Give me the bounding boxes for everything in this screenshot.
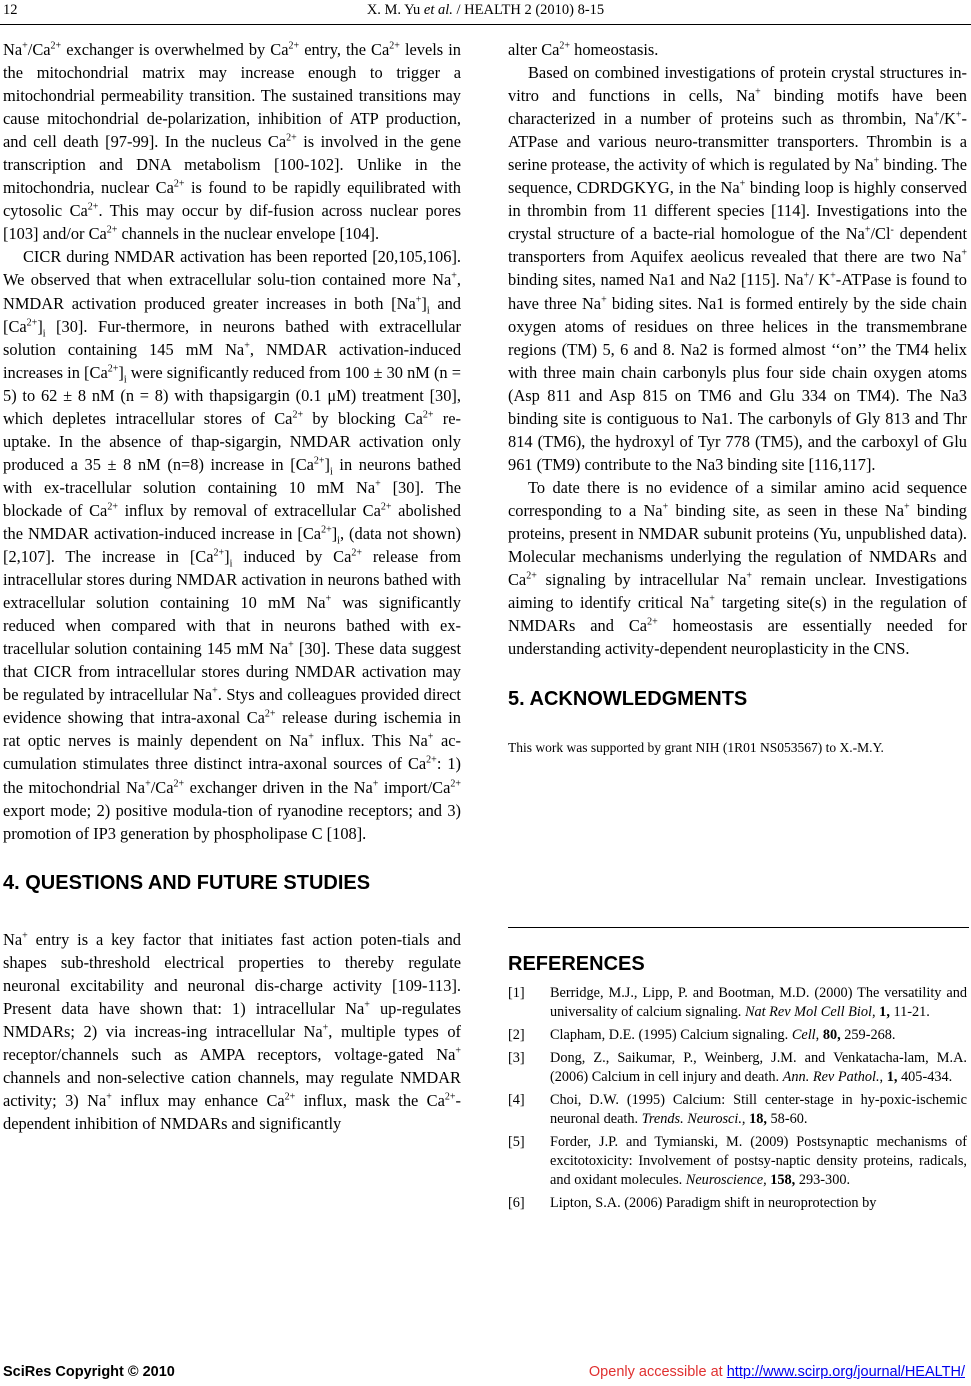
reference-item: [4] Choi, D.W. (1995) Calcium: Still center-stage in hy-poxic-ischemic neuronal death. Trends. Neurosci., 18, 58-60. xyxy=(508,1092,967,1128)
reference-item: [1] Berridge, M.J., Lipp, P. and Bootman, M.D. (2000) The versatility and universality of calcium signaling. Nat Rev Mol Cell Biol, 1, 11-21. xyxy=(508,985,967,1021)
reference-item: [5] Forder, J.P. and Tymianski, M. (2009) Postsynaptic mechanisms of excitotoxicity: Involvement of postsy-naptic density proteins, radicals, and oxidant molecules. Neuroscience, 158, 293-300. xyxy=(508,1134,967,1189)
paragraph: $Na^+/Ca^{2+}$ exchanger is overwhelmed by $Ca^{2+}$ entry, the $Ca^{2+}$ levels in the mitochondrial matrix may increase enough to trigger a mitochondrial permeability transition. The sustained transitions may cause mitochondrial de-polarization, inhibition of ATP production, and cell death [97-99]. In the nucleus $Ca^{2+}$ is involved in the gene transcription and DNA metabolism [100-102]. Unlike in the mitochondria, nuclear $Ca^{2+}$ is found to be rapidly equilibrated with cytosolic $Ca^{2+}$. This may occur by dif-fusion across nuclear pores [103] and/or $Ca^{2+}$ channels in the nuclear envelope [104]. xyxy=(3,40,461,244)
acknowledgment-text: This work was supported by grant NIH (1R01 NS053567) to X.-M.Y. xyxy=(508,740,884,756)
copyright: SciRes Copyright © 2010 xyxy=(3,1364,175,1380)
paragraph: alter $Ca^{2+}$ homeostasis. xyxy=(508,40,659,59)
header-rule xyxy=(0,24,971,25)
page-header xyxy=(0,2,971,24)
section-divider xyxy=(508,927,969,928)
running-head: X. M. Yu et al. / HEALTH 2 (2010) 8-15 xyxy=(366,2,605,18)
reference-item: [3] Dong, Z., Saikumar, P., Weinberg, J.M. and Venkatacha-lam, M.A. (2006) Calcium in cell injury and death. Ann. Rev Pathol., 1, 405-434. xyxy=(508,1050,967,1086)
page-number: 12 xyxy=(3,2,18,18)
section-heading: 5. ACKNOWLEDGMENTS xyxy=(508,688,748,711)
reference-item: [6] Lipton, S.A. (2006) Paradigm shift in neuroprotection by xyxy=(508,1195,877,1212)
right-column xyxy=(508,38,967,757)
references-list xyxy=(508,984,967,1218)
left-column xyxy=(3,38,461,1135)
reference-item: [2] Clapham, D.E. (1995) Calcium signaling. Cell, 80, 259-268. xyxy=(508,1027,896,1044)
open-access-note: Openly accessible at http://www.scirp.org/journal/HEALTH/ xyxy=(588,1364,965,1380)
paragraph: CICR during NMDAR activation has been reported [20,105,106]. We observed that when extracellular solu-tion contained more Na+, NMDAR activation produced greater increases in both $[Na^+]_i$ and $[Ca^{2+}]_i$ [30]. Fur-thermore, in neurons bathed with extracellular solution containing 145 mM Na+, NMDAR activation-induced increases in $[Ca^{2+}]_i$ were significantly reduced from 100 ± 30 nM (n = 5) to 62 ± 8 nM (n = 8) with thapsigargin (0.1 μM) treatment [30], which depletes intracellular stores of $Ca^{2+}$ by blocking $Ca^{2+}$ re-uptake. In the absence of thap-sigargin, NMDAR activation only produced a 35 ± 8 nM (n=8) increase in $[Ca^{2+}]_i$ in neurons bathed with ex-tracellular solution containing 10 mM Na+ [30]. The blockade of $Ca^{2+}$ influx by removal of extracellular $Ca^{2+}$ abolished the NMDAR activation-induced increase in $[Ca^{2+}]_i$, (data not shown) [2,107]. The increase in $[Ca^{2+}]_i$ induced by $Ca^{2+}$ release from intracellular stores during NMDAR activation in neurons bathed with extracellular solution containing 10 mM Na+ was significantly reduced when compared with that in neurons bathed with ex-tracellular solution containing 145 mM Na+ [30]. These data suggest that CICR from intracellular stores during NMDAR activation may be regulated by intracellular Na+. Stys and colleagues provided direct evidence showing that intra-axonal $Ca^{2+}$ release during ischemia in rat optic nerves is mainly dependent on Na+ influx. This Na+ ac-cumulation stimulates three distinct intra-axonal sources of $Ca^{2+}$: 1) the mitochondrial $Na^+/Ca^{2+}$ exchanger driven in the Na+ import/$Ca^{2+}$ export mode; 2) positive modula-tion of ryanodine receptors; and 3) promotion of IP3 generation by phospholipase C [108]. xyxy=(3,247,462,843)
journal-link[interactable]: http://www.scirp.org/journal/HEALTH/ xyxy=(726,1364,965,1380)
paragraph: Na+ entry is a key factor that initiates fast action poten-tials and shapes sub-threshold electrical properties to thereby regulate neuronal excitability and neuronal dis-charge activity [109-113]. Present data have shown that: 1) intracellular Na+ up-regulates NMDARs; 2) via increas-ing intracellular Na+, multiple types of receptor/channels such as AMPA receptors, voltage-gated Na+ channels and non-selective cation channels, may regulate NMDAR activity; 3) Na+ influx may enhance $Ca^{2+}$ influx, mask the $Ca^{2+}$-dependent inhibition of NMDARs and significantly xyxy=(3,929,462,1134)
paragraph: Based on combined investigations of protein crystal structures in-vitro and functions in cells, Na+ binding motifs have been characterized in a number of proteins such as thrombin, Na+/K+-ATPase and various neuro-transmitter transporters. Thrombin is a serine protease, the activity of which is regulated by Na+ binding. The sequence, CDRDGKYG, in the Na+ binding loop is highly conserved in thrombin from 11 different species [114]. Investigations into the crystal structure of a bacte-rial homologue of the Na+/Cl- dependent transporters from Aquifex aeolicus revealed that there are two Na+ binding sites, named Na1 and Na2 [115]. Na+/ K+-ATPase is found to have three Na+ biding sites. Na1 is formed entirely by the side chain oxygen atoms of residues on three helices in the transmembrane regions (TM) 5, 6 and 8. Na2 is formed almost ‘‘on’’ the TM4 helix with three main chain carbonyls plus four side chain oxygen atoms (Asp 811 and Asp 815 on TM6 and Glu 334 on TM4). The Na3 binding site is contiguous to Na1. The carbonyls of Gly 813 and Thr 814 (TM6), the hydroxyl of Tyr 778 (TM5), and the carboxyl of Glu 961 (TM9) contribute to the Na3 binding site [116,117]. xyxy=(508,63,968,474)
page-footer xyxy=(0,1364,971,1384)
section-heading: 4. QUESTIONS AND FUTURE STUDIES xyxy=(3,871,371,894)
paragraph: To date there is no evidence of a similar amino acid sequence corresponding to a Na+ binding site, as seen in these Na+ binding proteins, present in NMDAR subunit proteins (Yu, unpublished data). Molecular mechanisms underlying the regulation of NMDARs and $Ca^{2+}$ signaling by intracellular Na+ remain unclear. Investigations aiming to identify critical Na+ targeting site(s) in the regulation of NMDARs and $Ca^{2+}$ homeostasis are essentially needed for understanding activity-dependent neuroplasticity in the CNS. xyxy=(508,477,968,659)
references-heading: REFERENCES xyxy=(508,953,645,975)
